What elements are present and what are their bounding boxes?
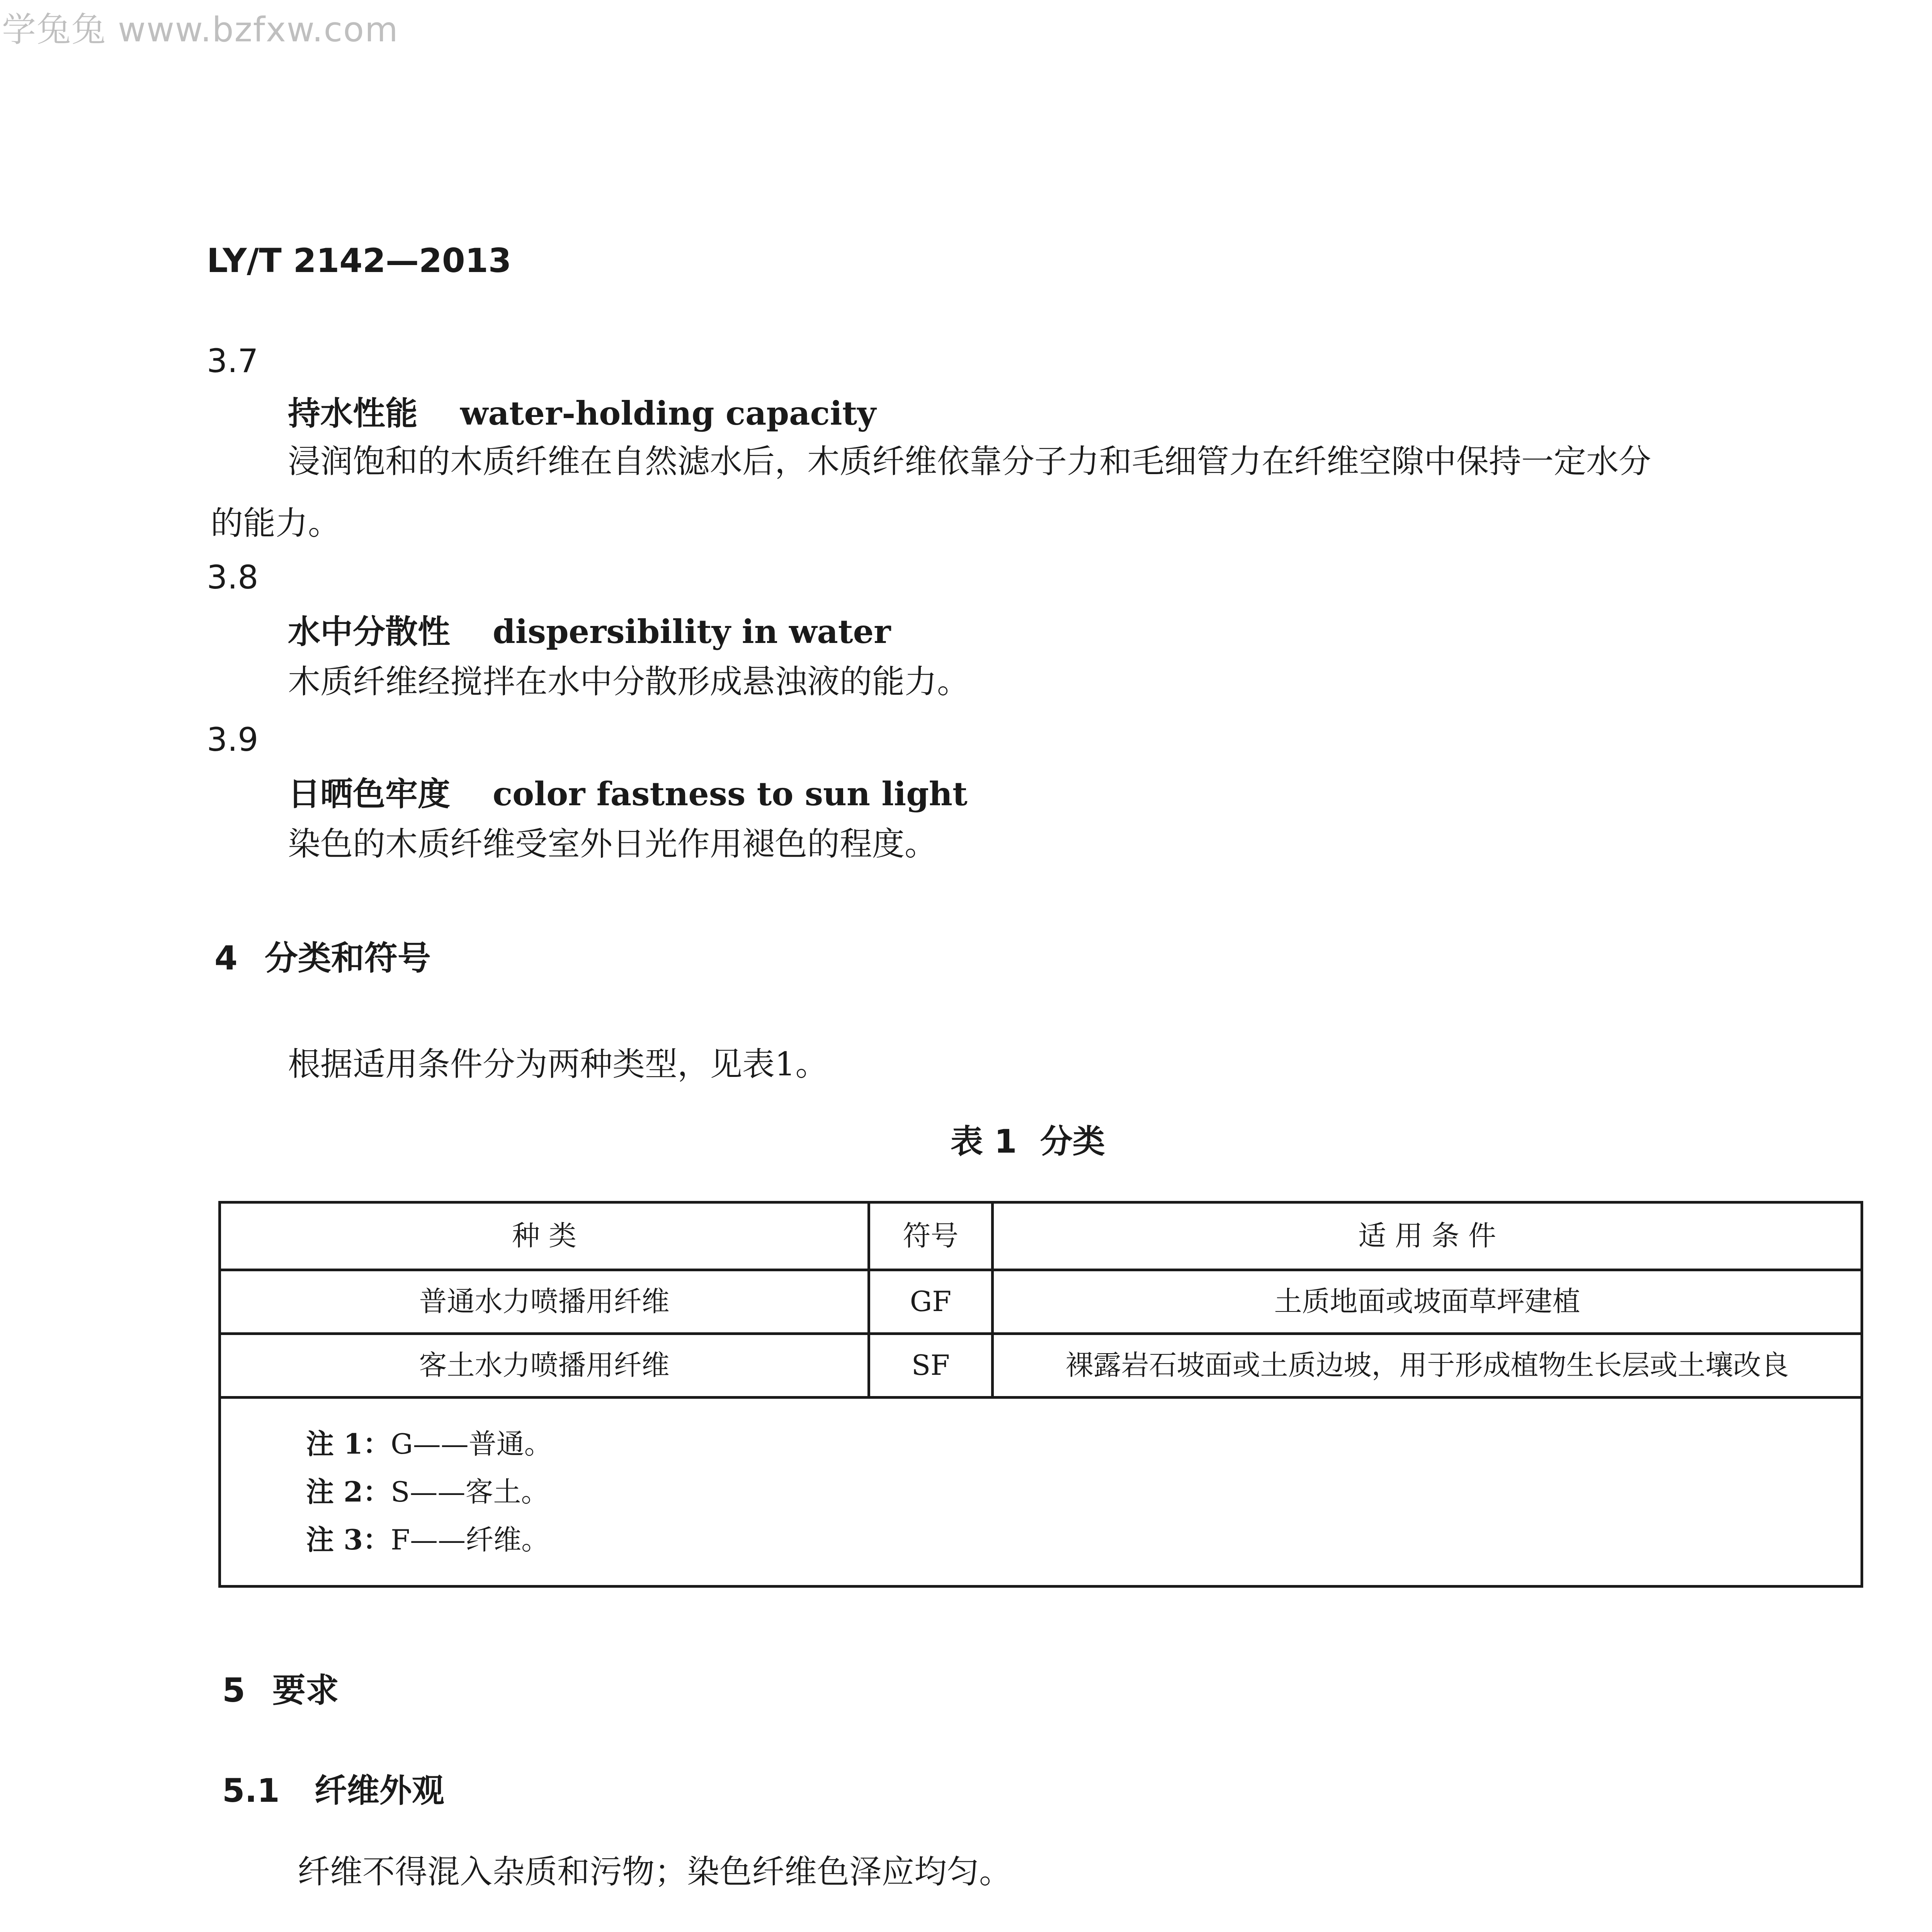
subsection-number: 5.1 <box>222 1772 280 1810</box>
table-row <box>220 1270 1862 1334</box>
note-label: 注 1： <box>306 1427 391 1460</box>
table-note <box>306 1468 1776 1516</box>
term-heading <box>288 611 891 653</box>
note-label: 注 2： <box>306 1475 391 1508</box>
section-number: 4 <box>214 939 238 978</box>
table-note <box>306 1516 1776 1564</box>
term-en: water-holding capacity <box>460 394 876 432</box>
standard-header: LY/T 2142—2013 <box>207 242 512 280</box>
section-title: 要求 <box>272 1671 339 1710</box>
section-heading <box>214 937 431 980</box>
header-cell: 种 类 <box>220 1202 869 1270</box>
notes-cell <box>220 1398 1862 1587</box>
table-caption <box>951 1121 1105 1163</box>
section-paragraph: 根据适用条件分为两种类型，见表1。 <box>288 1045 828 1083</box>
note-label: 注 3： <box>306 1523 391 1556</box>
definition-text: 浸润饱和的木质纤维在自然滤水后，木质纤维依靠分子力和毛细管力在纤维空隙中保持一定水分 <box>288 442 1651 480</box>
table-header-row <box>220 1202 1862 1270</box>
definition-text: 染色的木质纤维受室外日光作用褪色的程度。 <box>288 825 937 863</box>
table-note <box>306 1420 1776 1468</box>
condition-cell: 土质地面或坡面草坪建植 <box>993 1270 1862 1334</box>
definition-text-cont: 的能力。 <box>211 504 341 542</box>
clause-number: 3.7 <box>207 342 259 380</box>
header-cell: 适 用 条 件 <box>993 1202 1862 1270</box>
note-text: G——普通。 <box>391 1428 552 1460</box>
term-heading <box>288 773 968 815</box>
term-cn: 日晒色牢度 <box>288 775 451 813</box>
section-paragraph: 纤维不得混入杂质和污物；染色纤维色泽应均匀。 <box>298 1853 1012 1891</box>
subsection-title: 纤维外观 <box>314 1772 444 1810</box>
code-cell: GF <box>869 1270 993 1334</box>
classification-table <box>218 1201 1863 1588</box>
table-notes-row <box>220 1398 1862 1587</box>
subsection-heading <box>222 1770 444 1812</box>
term-cn: 水中分散性 <box>288 612 451 651</box>
section-number: 5 <box>222 1671 245 1710</box>
clause-number: 3.8 <box>207 558 259 596</box>
definition-text: 木质纤维经搅拌在水中分散形成悬浊液的能力。 <box>288 663 970 701</box>
term-en: dispersibility in water <box>493 612 891 651</box>
code-cell: SF <box>869 1334 993 1398</box>
clause-number: 3.9 <box>207 721 259 759</box>
type-cell: 客土水力喷播用纤维 <box>220 1334 869 1398</box>
watermark: 学兔兔 www.bzfxw.com <box>2 10 399 49</box>
table-caption-title: 分类 <box>1040 1122 1105 1160</box>
note-text: F——纤维。 <box>391 1524 549 1556</box>
term-en: color fastness to sun light <box>493 775 968 813</box>
term-heading <box>288 392 876 434</box>
section-title: 分类和符号 <box>264 939 431 978</box>
header-cell: 符号 <box>869 1202 993 1270</box>
condition-cell: 裸露岩石坡面或土质边坡，用于形成植物生长层或土壤改良 <box>993 1334 1862 1398</box>
table-row <box>220 1334 1862 1398</box>
section-heading <box>222 1669 339 1713</box>
type-cell: 普通水力喷播用纤维 <box>220 1270 869 1334</box>
table-caption-number: 表 1 <box>951 1122 1017 1160</box>
term-cn: 持水性能 <box>288 394 418 432</box>
note-text: S——客土。 <box>391 1476 549 1508</box>
